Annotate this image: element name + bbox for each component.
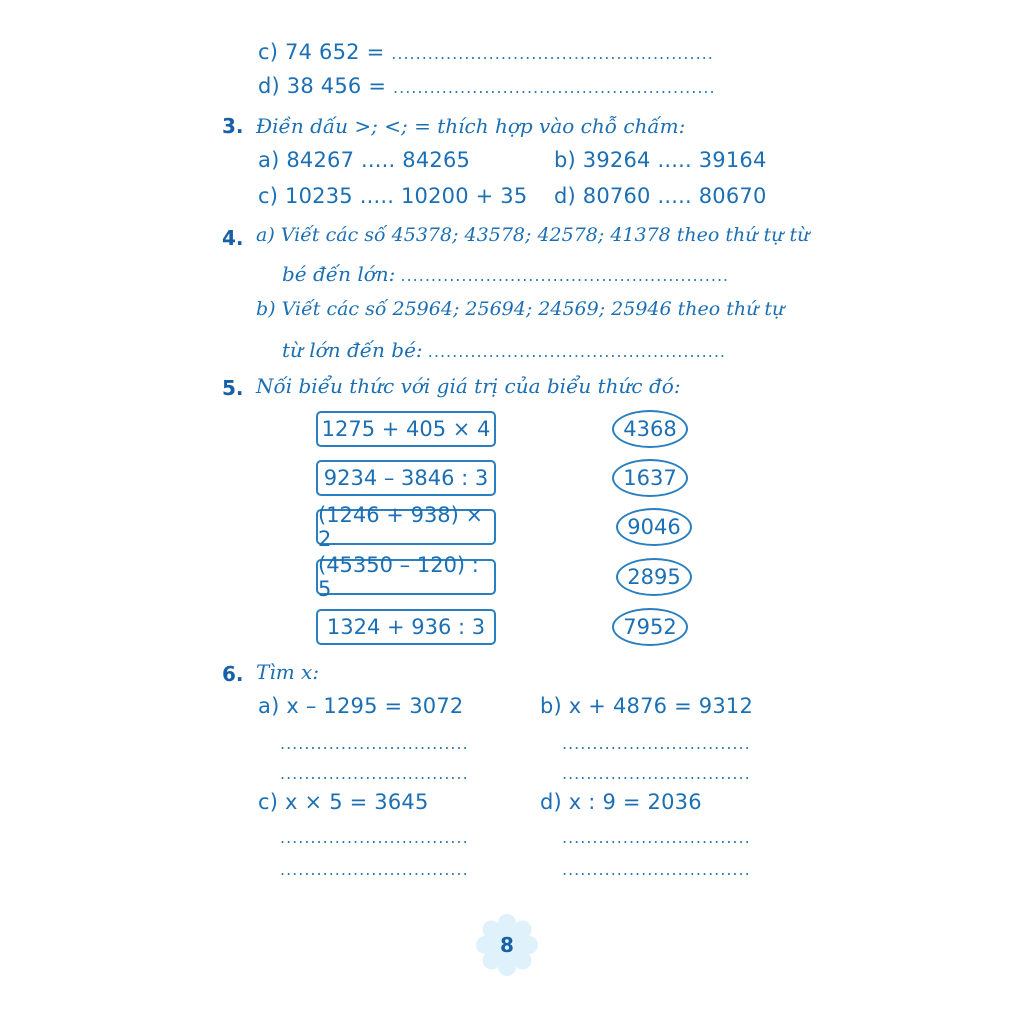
question-3d: d) 80760 ..... 80670 [554,184,767,208]
value-oval: 2895 [616,558,692,596]
answer-dots: ............................... [562,734,751,753]
value-oval: 1637 [612,459,688,497]
question-4b-line2 [282,338,726,362]
question-4b-line1: b) Viết các số 25964; 25694; 24569; 25946 theo thứ tự [256,298,785,320]
question-4a-line2 [282,262,729,286]
answer-dots: ................................................. [427,342,726,361]
answer-dots: ............................... [562,764,751,783]
question-4b-label: từ lớn đến bé: [282,338,423,362]
expression-box: (45350 – 120) : 5 [316,559,496,595]
answer-dots: ............................... [562,828,751,847]
question-6-title: Tìm x: [256,660,320,684]
answer-dots: ............................... [280,828,469,847]
item-c-74652 [258,40,714,64]
question-4a-line1: a) Viết các số 45378; 43578; 42578; 41378 theo thứ tự từ [256,224,810,246]
answer-dots: ...................................................... [400,266,730,285]
answer-dots: ..................................................... [391,44,714,63]
answer-dots: ............................... [280,860,469,879]
question-4a-label: bé đến lớn: [282,262,396,286]
question-6a: a) x – 1295 = 3072 [258,694,464,718]
question-3c: c) 10235 ..... 10200 + 35 [258,184,528,208]
expression-box: 1324 + 936 : 3 [316,609,496,645]
question-4-number: 4. [222,226,244,250]
value-oval: 4368 [612,410,688,448]
value-oval: 7952 [612,608,688,646]
expression-box: (1246 + 938) × 2 [316,509,496,545]
answer-dots: ............................... [280,764,469,783]
expression-box: 1275 + 405 × 4 [316,411,496,447]
question-3-title: Điền dấu >; <; = thích hợp vào chỗ chấm: [256,114,686,138]
question-6b: b) x + 4876 = 9312 [540,694,754,718]
page-number: 8 [500,933,514,957]
question-6-number: 6. [222,662,244,686]
item-label: c) 74 652 = [258,40,385,64]
question-5-title: Nối biểu thức với giá trị của biểu thức đó: [256,374,681,398]
page-number-badge [474,912,540,978]
answer-dots: ..................................................... [393,78,716,97]
value-oval: 9046 [616,508,692,546]
question-6c: c) x × 5 = 3645 [258,790,429,814]
question-6d: d) x : 9 = 2036 [540,790,702,814]
expression-box: 9234 – 3846 : 3 [316,460,496,496]
question-3b: b) 39264 ..... 39164 [554,148,767,172]
question-5-number: 5. [222,376,244,400]
question-3-number: 3. [222,114,244,138]
answer-dots: ............................... [562,860,751,879]
question-3a: a) 84267 ..... 84265 [258,148,471,172]
answer-dots: ............................... [280,734,469,753]
item-d-38456 [258,74,716,98]
item-label: d) 38 456 = [258,74,387,98]
